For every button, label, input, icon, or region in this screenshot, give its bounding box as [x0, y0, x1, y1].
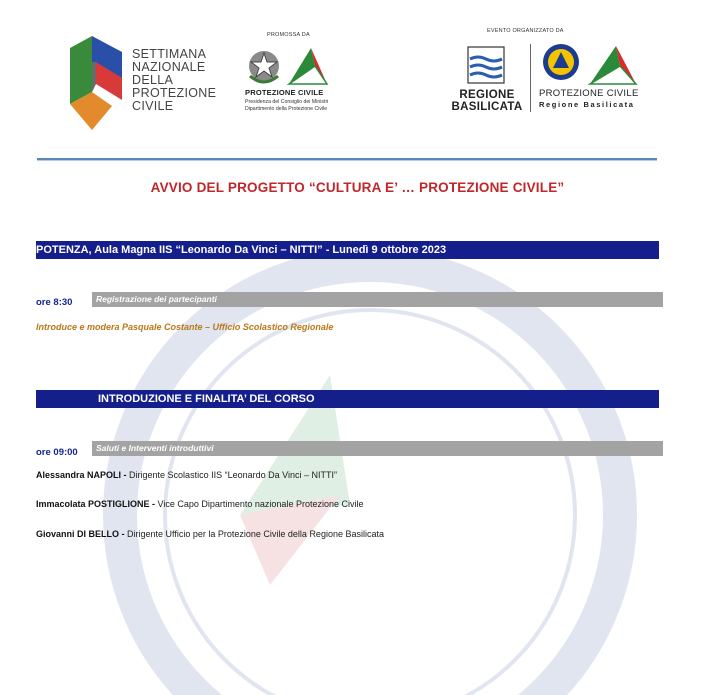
speaker-role: Vice Capo Dipartimento nazionale Protezione Civile	[155, 499, 364, 509]
speaker-name: Alessandra NAPOLI -	[36, 470, 127, 480]
regione-title	[446, 89, 528, 113]
evento-label: EVENTO ORGANIZZATO DA	[487, 28, 564, 34]
regione-basilicata-shield-icon	[464, 45, 508, 85]
session-label-bar: Saluti e Interventi introduttivi	[92, 441, 663, 456]
page-title: AVVIO DEL PROGETTO “CULTURA E’ … PROTEZIONE CIVILE”	[150, 180, 565, 195]
speaker-item	[36, 529, 384, 539]
protezione-civile-round-badge-icon	[541, 42, 581, 82]
session-time: ore 09:00	[36, 447, 78, 458]
session-label-bar: Registrazione dei partecipanti	[92, 292, 663, 307]
italian-emblem-icon	[246, 46, 282, 86]
venue-text: POTENZA, Aula Magna IIS “Leonardo Da Vinci – NITTI” - Lunedì 9 ottobre 2023	[36, 244, 447, 256]
snpc-title	[132, 48, 216, 113]
snpc-line: SETTIMANA	[132, 47, 207, 61]
pc-subtitle	[245, 99, 328, 112]
pc-subtitle-line: Dipartimento della Protezione Civile	[245, 105, 328, 112]
speaker-item	[36, 499, 363, 509]
speaker-role: Dirigente Ufficio per la Protezione Civile della Regione Basilicata	[124, 529, 384, 539]
snpc-line: CIVILE	[132, 99, 174, 113]
venue-bar	[36, 241, 659, 259]
snpc-line: DELLA	[132, 73, 174, 87]
promossa-label: PROMOSSA DA	[267, 32, 310, 38]
speaker-name: Giovanni DI BELLO -	[36, 529, 125, 539]
regione-line: BASILICATA	[451, 101, 523, 113]
snpc-logo-icon	[66, 34, 126, 130]
section-bar	[36, 390, 659, 408]
pc-regional-title: PROTEZIONE CIVILE	[539, 88, 639, 99]
moderator-text: Introduce e modera Pasquale Costante – Ufficio Scolastico Regionale	[36, 322, 334, 332]
snpc-line: NAZIONALE	[132, 60, 206, 74]
pc-subtitle-line: Presidenza del Consiglio dei Ministri	[245, 99, 329, 105]
header-divider	[530, 44, 531, 112]
snpc-line: PROTEZIONE	[132, 86, 217, 100]
speaker-role: Dirigente Scolastico IIS “Leonardo Da Vinci – NITTI”	[126, 470, 337, 480]
pc-title: PROTEZIONE CIVILE	[245, 88, 324, 97]
header-rule-shadow	[37, 160, 657, 161]
regione-line: REGIONE	[459, 89, 515, 101]
section-title: INTRODUZIONE E FINALITA’ DEL CORSO	[98, 393, 315, 405]
pc-regional-subtitle: Regione Basilicata	[539, 100, 635, 109]
protezione-civile-symbol-icon	[285, 46, 329, 86]
session-time: ore 8:30	[36, 297, 73, 308]
speaker-item	[36, 470, 337, 480]
speaker-name: Immacolata POSTIGLIONE -	[36, 499, 156, 509]
protezione-civile-symbol-icon	[586, 44, 638, 86]
